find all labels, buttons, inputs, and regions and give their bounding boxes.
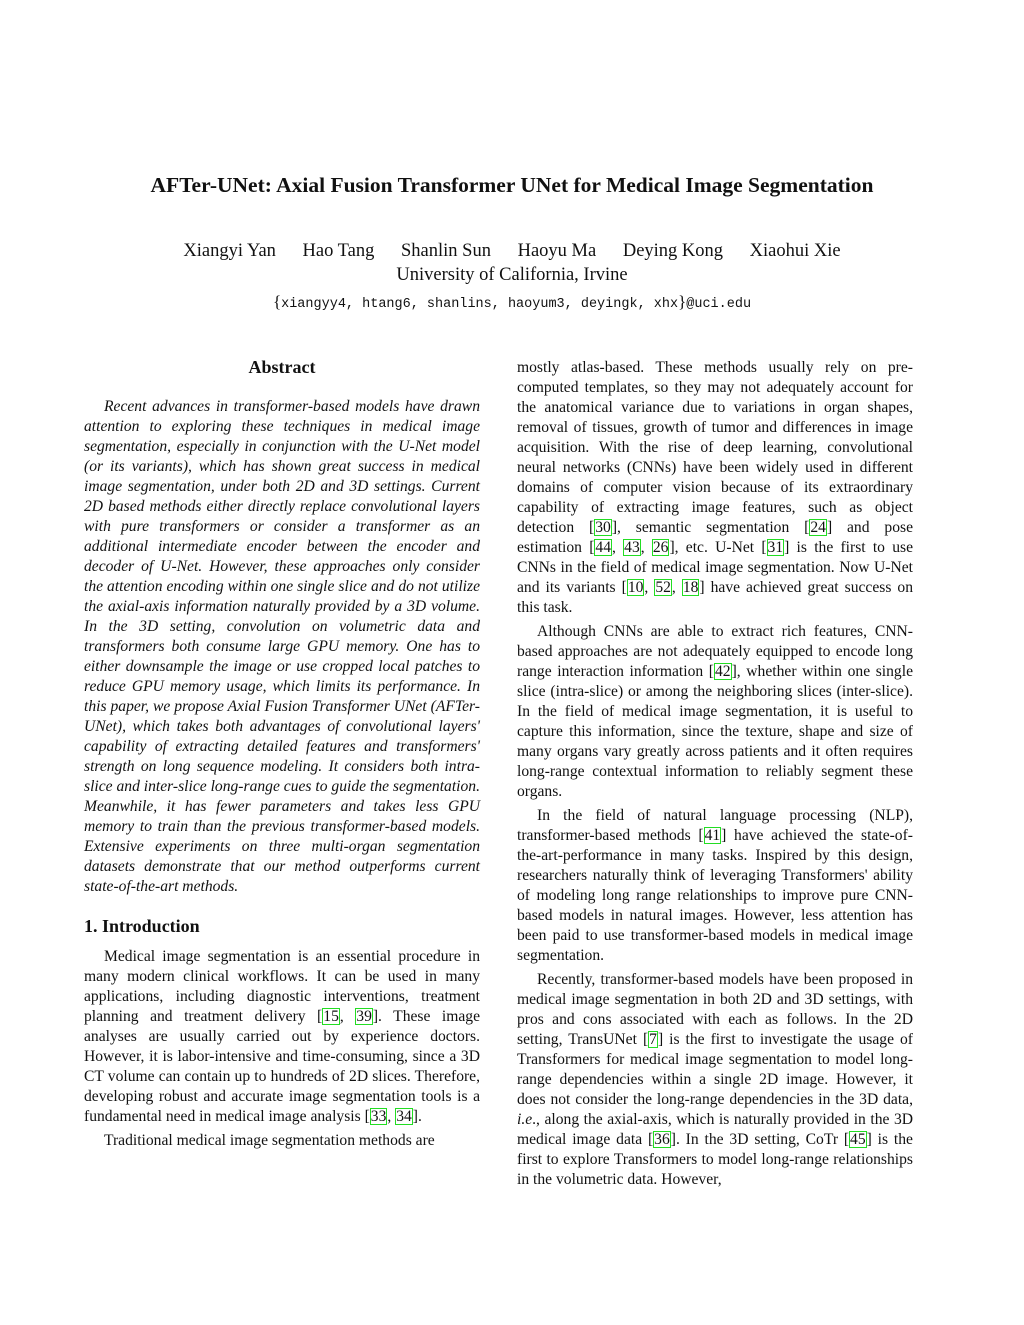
author-emails	[0, 292, 1024, 312]
email-users: xiangyy4, htang6, shanlins, haoyum3, deyingk, xhx	[281, 297, 679, 312]
citation-link[interactable]: 52	[655, 579, 671, 596]
introduction-left-body	[84, 947, 480, 1151]
citation-link[interactable]: 7	[649, 1031, 657, 1048]
abstract-heading: Abstract	[248, 357, 316, 377]
paragraph: Although CNNs are able to extract rich features, CNN-based approaches are not adequately equipped to encode long range interaction information [42], whether within one single slice (intra-slice) or among the neighboring slices (inter-slice). In the field of medical image segmentation, it is useful to capture this information, since the texture, shape and size of many organs vary greatly across patients and it often requires long-range contextual information to reliably segment these organs.	[517, 623, 913, 800]
introduction-right-body	[517, 358, 913, 1190]
citation-link[interactable]: 30	[595, 519, 611, 536]
abstract-text: Recent advances in transformer-based models have drawn attention to exploring these techniques in medical image segmentation, especially in conjunction with the U-Net model (or its variants), which has shown great success in medical image segmentation, under both 2D and 3D settings. Current 2D based methods either directly replace convolutional layers with pure transformers or consider a transformer as an additional intermediate encoder between the encoder and decoder of U-Net. However, these approaches only consider the attention encoding within one single slice and do not utilize the axial-axis information naturally provided by a 3D volume. In the 3D setting, convolution on volumetric data and transformers both consume large GPU memory. One has to either downsample the image or use cropped local patches to reduce GPU memory usage, which limits its performance. In this paper, we propose Axial Fusion Transformer UNet (AFTer-UNet), which takes both advantages of convolutional layers' capability of extracting detailed features and transformers' strength on long sequence modeling. It considers both intra-slice and inter-slice long-range cues to guide the segmentation. Meanwhile, it has fewer parameters and takes less GPU memory to train than the previous transformer-based models. Extensive experiments on three multi-organ segmentation datasets demonstrate that our method outperforms current state-of-the-art methods.	[84, 398, 480, 895]
email-domain: @uci.edu	[686, 297, 752, 312]
citation-link[interactable]: 39	[356, 1008, 372, 1025]
affiliation: University of California, Irvine	[396, 265, 628, 285]
citation-link[interactable]: 10	[627, 579, 644, 596]
left-column	[84, 355, 480, 1155]
author-list	[0, 241, 1024, 262]
citation-link[interactable]: 33	[370, 1108, 387, 1125]
right-column	[517, 358, 913, 1194]
author: Shanlin Sun	[401, 241, 491, 261]
emphasis: i.e	[517, 1111, 533, 1128]
citation-link[interactable]: 24	[810, 519, 826, 536]
citation-link[interactable]: 42	[714, 663, 731, 680]
paragraph: Medical image segmentation is an essential procedure in many modern clinical workflows. It can be used in many applications, including diagnostic interventions, treatment planning and treatment delivery [15, 39]. These image analyses are usually carried out by experience doctors. However, it is labor-intensive and time-consuming, since a 3D CT volume can contain up to hundreds of 2D slices. Therefore, developing robust and accurate image segmentation tools is a fundamental need in medical image analysis [33, 34].	[84, 948, 481, 1125]
citation-link[interactable]: 44	[595, 539, 611, 556]
author: Xiaohui Xie	[749, 241, 841, 261]
citation-link[interactable]: 18	[682, 579, 699, 596]
paper-title: AFTer-UNet: Axial Fusion Transformer UNet for Medical Image Segmentation	[150, 173, 874, 197]
author: Xiangyi Yan	[183, 241, 276, 261]
citation-link[interactable]: 45	[850, 1131, 866, 1148]
paragraph: Traditional medical image segmentation methods are	[104, 1132, 435, 1149]
citation-link[interactable]: 41	[704, 827, 721, 844]
citation-link[interactable]: 15	[323, 1008, 339, 1025]
citation-link[interactable]: 36	[654, 1131, 670, 1148]
author: Deying Kong	[622, 241, 724, 261]
paragraph: Recently, transformer-based models have been proposed in medical image segmentation in both 2D and 3D settings, with pros and cons associated with each as follows. In the 2D setting, TransUNet [7] is the first to investigate the usage of Transformers for medical image segmentation to model long-range dependencies within a single 2D image. However, it does not consider the long-range dependencies in the 3D data, i.e., along the axial-axis, which is naturally provided in the 3D medical image data [36]. In the 3D setting, CoTr [45] is the first to explore Transformers to model long-range relationships in the volumetric data. However,	[517, 971, 913, 1188]
citation-link[interactable]: 43	[624, 539, 640, 556]
paragraph: mostly atlas-based. These methods usually rely on pre-computed templates, so they may not adequately account for the anatomical variance due to variations in organ shapes, removal of tissues, growth of tumor and differences in image acquisition. With the rise of deep learning, convolutional neural networks (CNNs) have been widely used in different domains of computer vision because of its extraordinary capability of extracting image features, such as object detection [30], semantic segmentation [24] and pose estimation [44, 43, 26], etc. U-Net [31] is the first to use CNNs in the field of medical image segmentation. Now U-Net and its variants [10, 52, 18] have achieved great success on this task.	[517, 359, 914, 616]
citation-link[interactable]: 31	[767, 539, 784, 556]
author: Hao Tang	[302, 241, 375, 261]
email-open-brace: {	[272, 292, 282, 311]
section-heading-introduction: 1. Introduction	[84, 916, 200, 936]
citation-link[interactable]: 34	[396, 1108, 412, 1125]
paragraph: In the field of natural language processing (NLP), transformer-based methods [41] have achieved the state-of-the-art-performance in many tasks. Inspired by this design, researchers naturally think of leveraging Transformers' ability of modeling long range relationships to improve pure CNN-based models in natural images. However, less attention has been paid to use transformer-based models in medical image segmentation.	[517, 807, 913, 964]
citation-link[interactable]: 26	[652, 539, 669, 556]
author: Haoyu Ma	[517, 241, 597, 261]
email-close-brace: }	[678, 292, 687, 311]
